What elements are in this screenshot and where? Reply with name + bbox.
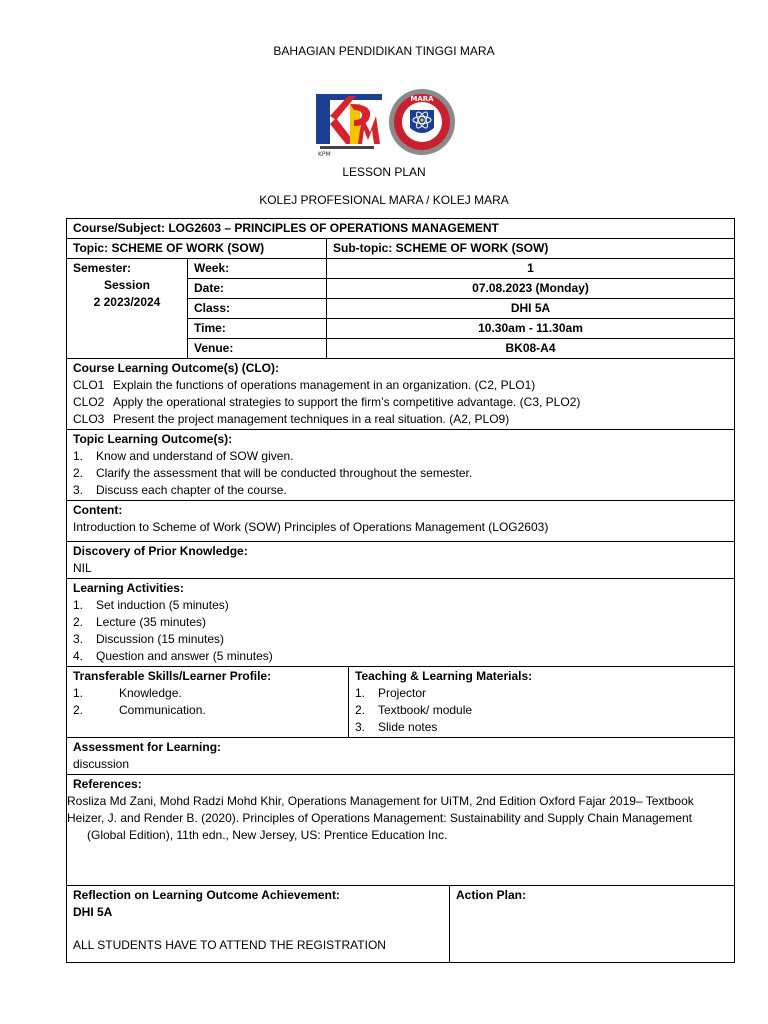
row-reflection: [67, 886, 735, 963]
assessment-section: [67, 738, 735, 775]
item-text: Know and understand of SOW given.: [96, 449, 294, 463]
teaching-materials-heading: Teaching & Learning Materials:: [355, 669, 533, 683]
list-item: [73, 597, 728, 614]
week-value: 1: [327, 259, 735, 279]
content-heading: Content:: [73, 503, 123, 517]
list-item: [73, 482, 728, 499]
row-tlo: [67, 430, 735, 501]
learning-activities-heading: Learning Activities:: [73, 581, 184, 595]
reference-item: Rosliza Md Zani, Mohd Radzi Mohd Khir, Operations Management for UiTM, 2nd Edition Oxford Fajar 2019– Textbook: [67, 794, 694, 808]
row-topic: [67, 239, 735, 259]
list-item: [73, 685, 342, 702]
list-item: [73, 448, 728, 465]
clo-text: Explain the functions of operations management in an organization. (C2, PLO1): [113, 378, 536, 392]
references-heading: References:: [73, 777, 142, 791]
action-plan-heading: Action Plan:: [456, 888, 527, 902]
item-number: 1.: [73, 598, 84, 612]
item-text: Discuss each chapter of the course.: [96, 483, 287, 497]
content-section: [67, 501, 735, 542]
tlo-heading: Topic Learning Outcome(s):: [73, 432, 233, 446]
item-text: Textbook/ module: [378, 703, 473, 717]
venue-label: Venue:: [188, 339, 327, 359]
transferable-skills-heading: Transferable Skills/Learner Profile:: [73, 669, 272, 683]
row-course: [67, 219, 735, 239]
time-value: 10.30am - 11.30am: [327, 319, 735, 339]
mara-emblem: [389, 89, 455, 155]
kpm-logo-letters: KPM: [318, 151, 331, 158]
session-label: Session: [103, 278, 151, 292]
item-text: Knowledge.: [119, 686, 182, 700]
clo-item: [73, 377, 728, 394]
clo-text: Apply the operational strategies to support the firm’s competitive advantage. (C3, PLO2): [113, 395, 581, 409]
item-number: 1.: [73, 686, 84, 700]
tlo-section: [67, 430, 735, 501]
reflection-section: [67, 886, 450, 963]
topic: Topic: SCHEME OF WORK (SOW): [67, 239, 327, 259]
semester-label: Semester:: [73, 261, 132, 275]
teaching-materials-section: [349, 667, 735, 738]
row-prior: [67, 542, 735, 579]
venue-value: BK08-A4: [327, 339, 735, 359]
item-number: 2.: [73, 703, 84, 717]
clo-code: CLO3: [73, 412, 105, 426]
content-text: Introduction to Scheme of Work (SOW) Principles of Operations Management (LOG2603): [73, 520, 549, 534]
item-text: Discussion (15 minutes): [96, 632, 225, 646]
prior-knowledge-heading: Discovery of Prior Knowledge:: [73, 544, 248, 558]
row-skills-materials: [67, 667, 735, 738]
list-item: [73, 631, 728, 648]
item-number: 3.: [355, 720, 366, 734]
list-item: [355, 702, 728, 719]
item-number: 1.: [73, 449, 84, 463]
clo-code: CLO1: [73, 378, 105, 392]
action-plan-section: [450, 886, 735, 963]
lesson-plan-title: LESSON PLAN: [342, 165, 426, 179]
item-number: 3.: [73, 483, 84, 497]
class-label: Class:: [188, 299, 327, 319]
prior-knowledge-text: NIL: [73, 561, 92, 575]
item-text: Clarify the assessment that will be conducted throughout the semester.: [96, 466, 473, 480]
item-number: 2.: [73, 615, 84, 629]
transferable-skills-section: [67, 667, 349, 738]
clo-code: CLO2: [73, 395, 105, 409]
row-assessment: [67, 738, 735, 775]
clo-item: [73, 394, 728, 411]
prior-knowledge-section: [67, 542, 735, 579]
list-item: [73, 702, 342, 719]
date-label: Date:: [188, 279, 327, 299]
list-item: [73, 614, 728, 631]
list-item: [355, 719, 728, 736]
references-section: [67, 775, 735, 886]
list-item: [73, 465, 728, 482]
item-text: Communication.: [119, 703, 206, 717]
reflection-heading: Reflection on Learning Outcome Achievement:: [73, 888, 340, 902]
session-value: 2 2023/2024: [93, 295, 161, 309]
kpm-logo: [316, 94, 382, 158]
row-activities: [67, 579, 735, 667]
org-heading: BAHAGIAN PENDIDIKAN TINGGI MARA: [273, 44, 495, 58]
reflection-class: DHI 5A: [73, 905, 113, 919]
lesson-plan-table: [66, 218, 735, 963]
item-text: Lecture (35 minutes): [96, 615, 207, 629]
sub-topic: Sub-topic: SCHEME OF WORK (SOW): [327, 239, 735, 259]
item-text: Slide notes: [378, 720, 438, 734]
item-number: 2.: [355, 703, 366, 717]
row-week: [67, 259, 735, 279]
kpm-mara-logo: [314, 86, 459, 158]
course-subject: Course/Subject: LOG2603 – PRINCIPLES OF OPERATIONS MANAGEMENT: [67, 219, 735, 239]
mara-emblem-text: MARA: [410, 95, 434, 103]
learning-activities-section: [67, 579, 735, 667]
item-text: Set induction (5 minutes): [96, 598, 229, 612]
assessment-text: discussion: [73, 757, 130, 771]
reflection-text: ALL STUDENTS HAVE TO ATTEND THE REGISTRATION: [73, 938, 386, 952]
week-label: Week:: [188, 259, 327, 279]
college-logos: [314, 86, 459, 158]
list-item: [73, 648, 728, 665]
time-label: Time:: [188, 319, 327, 339]
clo-item: [73, 411, 728, 428]
reference-item: Heizer, J. and Render B. (2020). Principles of Operations Management: Sustainability and Supply Chain Management (Global Edition), 11th edn., New Jersey, US: Prentice Education Inc.: [67, 811, 693, 842]
college-name: KOLEJ PROFESIONAL MARA / KOLEJ MARA: [259, 193, 509, 207]
item-text: Projector: [378, 686, 427, 700]
row-clo: [67, 359, 735, 430]
item-number: 4.: [73, 649, 84, 663]
clo-text: Present the project management techniques in a real situation. (A2, PLO9): [113, 412, 510, 426]
semester-cell: [67, 259, 188, 359]
item-number: 1.: [355, 686, 366, 700]
item-number: 2.: [73, 466, 84, 480]
row-references: [67, 775, 735, 886]
list-item: [355, 685, 728, 702]
item-number: 3.: [73, 632, 84, 646]
row-content: [67, 501, 735, 542]
clo-heading: Course Learning Outcome(s) (CLO):: [73, 361, 280, 375]
clo-section: [67, 359, 735, 430]
class-value: DHI 5A: [327, 299, 735, 319]
date-value: 07.08.2023 (Monday): [327, 279, 735, 299]
item-text: Question and answer (5 minutes): [96, 649, 273, 663]
assessment-heading: Assessment for Learning:: [73, 740, 222, 754]
